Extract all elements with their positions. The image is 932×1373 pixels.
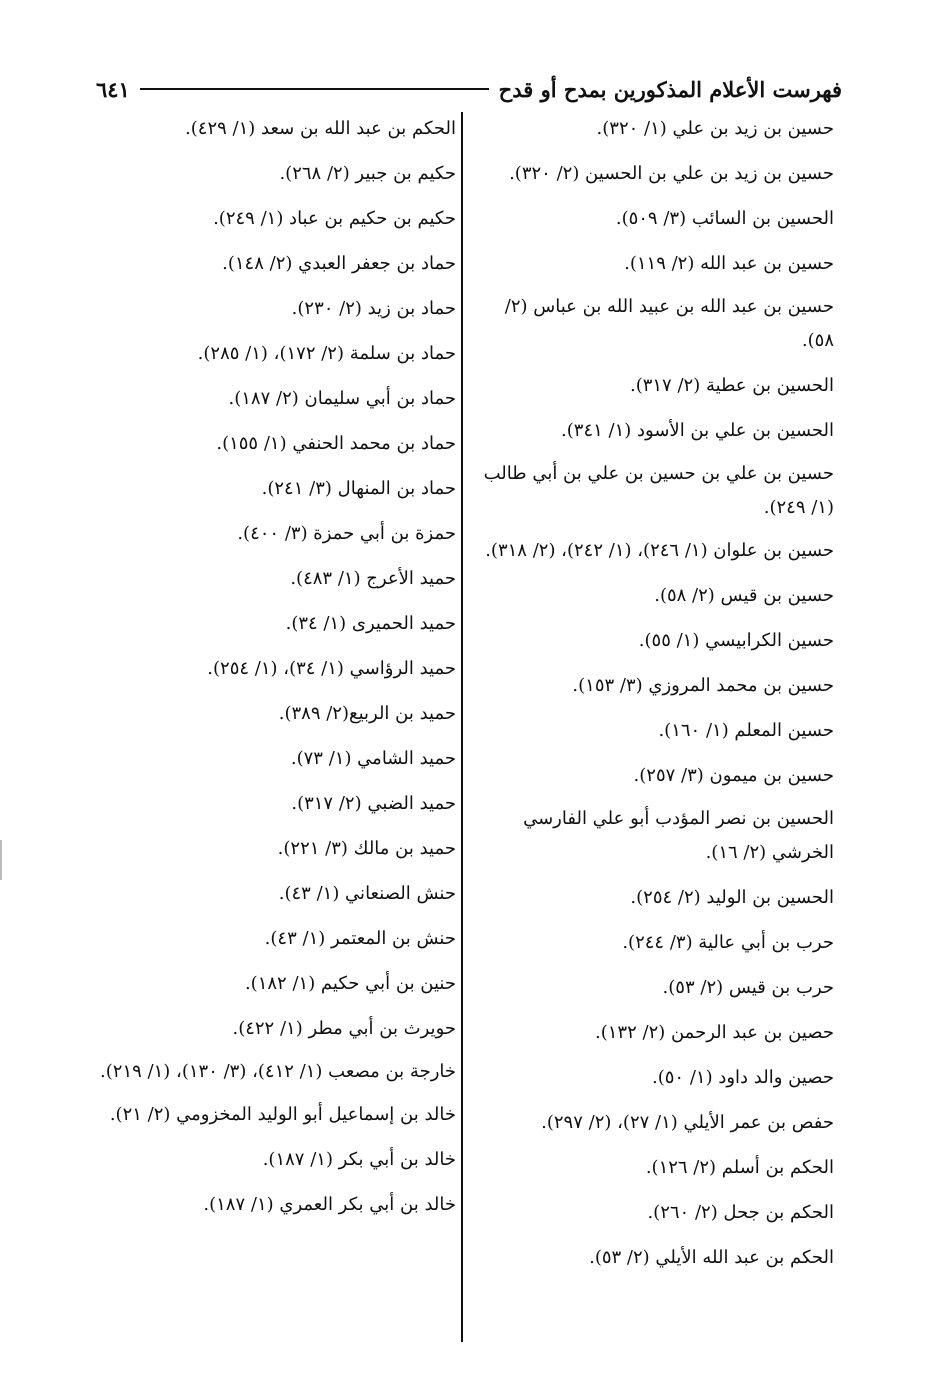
index-entry: حسين بن علي بن حسين بن علي بن أبي طالب (١/ ٢٤٩). xyxy=(483,463,834,518)
index-entry: حماد بن سلمة (٢/ ١٧٢)، (١/ ٢٨٥). xyxy=(197,343,456,364)
index-entry: حسين بن ميمون (٣/ ٢٥٧). xyxy=(633,765,834,786)
index-entry: خالد بن أبي بكر العمري (١/ ١٨٧). xyxy=(203,1194,456,1215)
index-entry: حمزة بن أبي حمزة (٣/ ٤٠٠). xyxy=(237,523,456,544)
index-entry: خالد بن أبي بكر (١/ ١٨٧). xyxy=(262,1149,456,1170)
index-entry: حنش الصنعاني (١/ ٤٣). xyxy=(278,883,456,904)
page-number: ٦٤١ xyxy=(96,76,130,102)
index-entry: الحكم بن جحل (٢/ ٢٦٠). xyxy=(647,1202,834,1223)
index-entry: حسين بن قيس (٢/ ٥٨). xyxy=(654,585,834,606)
index-entry: الحكم بن عبد الله بن سعد (١/ ٤٢٩). xyxy=(185,118,456,139)
index-entry: حسين المعلم (١/ ١٦٠). xyxy=(658,720,834,741)
index-entry: الحسين بن نصر المؤدب أبو علي الفارسي الخرشي (٢/ ١٦). xyxy=(523,808,834,863)
page-title: فهرست الأعلام المذكورين بمدح أو قدح xyxy=(498,76,842,102)
index-entry: حرب بن قيس (٢/ ٥٣). xyxy=(662,977,834,998)
index-entry: حسين بن علوان (١/ ٢٤٦)، (١/ ٢٤٢)، (٢/ ٣١٨). xyxy=(485,540,834,561)
index-entry: حميد بن مالك (٣/ ٢٢١). xyxy=(277,838,456,859)
page-header xyxy=(96,72,842,106)
index-entry: حنين بن أبي حكيم (١/ ١٨٢). xyxy=(244,973,456,994)
index-entry: حميد الشامي (١/ ٧٣). xyxy=(290,748,456,769)
index-entry: حفص بن عمر الأيلي (١/ ٢٧)، (٢/ ٢٩٧). xyxy=(541,1112,834,1133)
index-entry: الحسين بن علي بن الأسود (١/ ٣٤١). xyxy=(561,420,834,441)
index-entry: حكيم بن حكيم بن عباد (١/ ٢٤٩). xyxy=(213,208,456,229)
index-entry: حميد الأعرج (١/ ٤٨٣). xyxy=(290,568,456,589)
index-entry: حرب بن أبي عالية (٣/ ٢٤٤). xyxy=(622,932,834,953)
index-entry: حماد بن أبي سليمان (٢/ ١٨٧). xyxy=(228,388,456,409)
index-entry: حسين بن زيد بن علي بن الحسين (٢/ ٣٢٠). xyxy=(509,163,834,184)
index-entry: حسين بن محمد المروزي (٣/ ١٥٣). xyxy=(572,675,834,696)
index-entry: حسين الكرابيسي (١/ ٥٥). xyxy=(638,630,834,651)
index-entry: الحكم بن عبد الله الأيلي (٢/ ٥٣). xyxy=(589,1247,834,1268)
index-entry: حماد بن المنهال (٣/ ٢٤١). xyxy=(261,478,456,499)
index-column-left xyxy=(90,110,456,1231)
index-entry: حميد الرؤاسي (١/ ٣٤)، (١/ ٢٥٤). xyxy=(207,658,456,679)
index-entry: حماد بن جعفر العبدي (٢/ ١٤٨). xyxy=(222,253,456,274)
index-entry: حماد بن محمد الحنفي (١/ ١٥٥). xyxy=(216,433,456,454)
index-entry: حكيم بن جبير (٢/ ٢٦٨). xyxy=(279,163,456,184)
index-entry: الحكم بن أسلم (٢/ ١٢٦). xyxy=(645,1157,834,1178)
index-entry: حويرث بن أبي مطر (١/ ٤٢٢). xyxy=(232,1018,456,1039)
header-rule xyxy=(140,88,489,90)
index-entry: خارجة بن مصعب (١/ ٤١٢)، (٣/ ١٣٠)، (١/ ٢١٩). xyxy=(100,1061,456,1082)
index-entry: حنش بن المعتمر (١/ ٤٣). xyxy=(264,928,456,949)
index-entry: الحسين بن عطية (٢/ ٣١٧). xyxy=(629,375,834,396)
column-divider xyxy=(461,112,463,1342)
index-entry: خالد بن إسماعيل أبو الوليد المخزومي (٢/ ٢١). xyxy=(109,1104,456,1125)
index-entry: حماد بن زيد (٢/ ٢٣٠). xyxy=(291,298,456,319)
index-entry: حميد الضبي (٢/ ٣١٧). xyxy=(291,793,456,814)
index-entry: حميد الحميرى (١/ ٣٤). xyxy=(285,613,456,634)
index-entry: حسين بن زيد بن علي (١/ ٣٢٠). xyxy=(596,118,834,139)
index-entry: حصين والد داود (١/ ٥٠). xyxy=(652,1067,834,1088)
index-entry: حصين بن عبد الرحمن (٢/ ١٣٢). xyxy=(595,1022,834,1043)
index-entry: حسين بن عبد الله بن عبيد الله بن عباس (٢/ ٥٨). xyxy=(504,296,834,351)
index-column-right xyxy=(470,110,834,1284)
scan-edge-mark xyxy=(0,840,2,880)
index-entry: الحسين بن الوليد (٢/ ٢٥٤). xyxy=(630,887,834,908)
index-entry: الحسين بن السائب (٣/ ٥٠٩). xyxy=(615,208,834,229)
index-entry: حسين بن عبد الله (٢/ ١١٩). xyxy=(624,253,834,274)
index-entry: حميد بن الربيع(٢/ ٣٨٩). xyxy=(278,703,456,724)
